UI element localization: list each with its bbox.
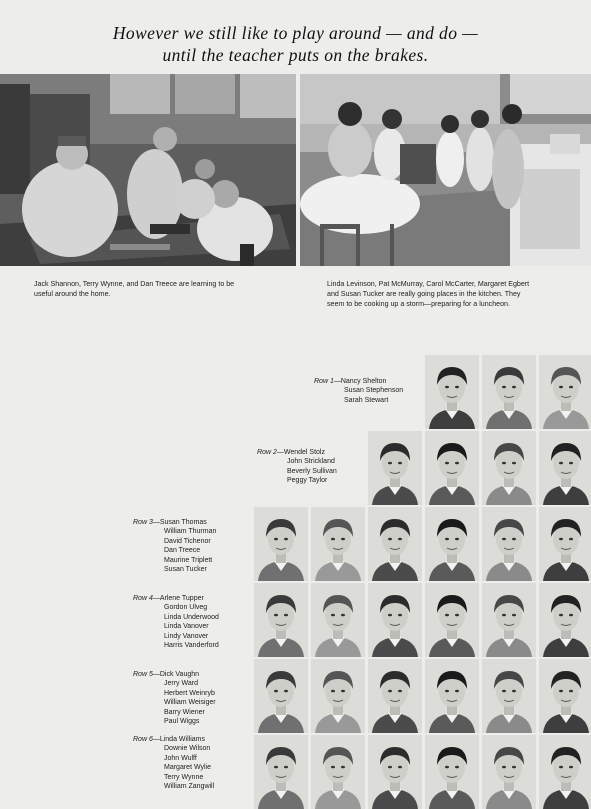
student-portrait	[482, 735, 536, 809]
student-portrait	[425, 507, 479, 581]
name: William Thurman	[164, 528, 217, 536]
student-portrait	[254, 507, 308, 581]
row-1-names	[314, 377, 403, 405]
student-portrait	[425, 583, 479, 657]
kitchen-photo	[300, 74, 591, 266]
kitchen-photo-caption	[327, 279, 567, 309]
student-portrait	[254, 735, 308, 809]
student-portrait	[482, 507, 536, 581]
name: Sarah Stewart	[344, 396, 389, 404]
name: Peggy Taylor	[287, 477, 328, 485]
name: Gordon Ulveg	[164, 604, 208, 612]
name: Nancy Shelton	[340, 378, 387, 385]
heading-line-1: However we still like to play around — and do —	[112, 23, 479, 43]
name: John Strickland	[287, 458, 335, 466]
woodshop-photo	[0, 74, 296, 266]
name: Linda Vanover	[164, 623, 209, 631]
name: Susan Stephenson	[344, 387, 404, 395]
student-portrait	[368, 507, 422, 581]
student-portrait	[425, 735, 479, 809]
student-portrait	[425, 659, 479, 733]
name: Arlene Tupper	[159, 595, 204, 602]
caption-right-line-2: and Susan Tucker are really going places in the kitchen. They	[327, 290, 521, 298]
name: Susan Tucker	[164, 566, 207, 574]
student-portrait	[311, 659, 365, 733]
name: Lindy Vanover	[164, 632, 209, 640]
student-portrait	[539, 431, 591, 505]
student-portrait	[311, 507, 365, 581]
page-heading	[0, 22, 591, 66]
student-portrait	[425, 355, 479, 429]
row-6-names	[133, 735, 214, 791]
student-portrait	[425, 431, 479, 505]
caption-left-line-2: useful around the home.	[34, 290, 111, 298]
name: William Zangwill	[164, 783, 215, 791]
name: David Tichenor	[164, 537, 211, 545]
name: Paul Wiggs	[164, 718, 200, 726]
student-portrait	[311, 583, 365, 657]
student-portrait	[368, 431, 422, 505]
student-portrait	[539, 659, 591, 733]
name: Dick Vaughn	[159, 671, 200, 678]
student-portrait	[254, 583, 308, 657]
name: Barry Wiener	[164, 708, 205, 716]
shop-photo-caption	[34, 279, 284, 299]
name: Beverly Sullivan	[287, 467, 337, 475]
student-portrait	[368, 735, 422, 809]
name: Susan Thomas	[159, 519, 207, 526]
row-3-label: Row 3—	[133, 519, 160, 526]
row-4-label: Row 4—	[133, 595, 160, 602]
student-portrait	[482, 659, 536, 733]
name: Linda Williams	[159, 736, 205, 743]
row-2-label: Row 2—	[257, 449, 284, 456]
name: Linda Underwood	[164, 613, 219, 621]
name: Margaret Wylie	[164, 764, 212, 772]
heading-line-2: until the teacher puts on the brakes.	[162, 45, 429, 65]
name: Maurine Triplett	[164, 556, 213, 564]
name: Dan Treece	[164, 547, 201, 555]
row-5-names	[133, 670, 216, 726]
student-portrait	[368, 659, 422, 733]
name: William Weisiger	[164, 699, 216, 707]
name: Wendel Stolz	[283, 449, 325, 456]
student-portrait	[254, 659, 308, 733]
row-4-names	[133, 594, 219, 650]
row-5-label: Row 5—	[133, 671, 160, 678]
caption-right-line-1: Linda Levinson, Pat McMurray, Carol McCarter, Margaret Egbert	[327, 280, 530, 288]
caption-left-line-1: Jack Shannon, Terry Wynne, and Dan Treece are learning to be	[34, 280, 235, 288]
name: Herbert Weinryb	[164, 689, 215, 697]
student-portrait	[539, 583, 591, 657]
name: Harris Vanderford	[164, 642, 219, 650]
name: Terry Wynne	[164, 773, 204, 781]
student-portrait	[539, 507, 591, 581]
row-3-names	[133, 518, 216, 574]
student-portrait	[368, 583, 422, 657]
student-portrait	[482, 583, 536, 657]
student-portrait	[482, 431, 536, 505]
row-1-label: Row 1—	[314, 378, 341, 385]
student-portrait	[482, 355, 536, 429]
student-portrait	[311, 735, 365, 809]
student-portrait	[539, 735, 591, 809]
row-2-names	[257, 448, 337, 486]
name: Jerry Ward	[164, 680, 198, 688]
row-6-label: Row 6—	[133, 736, 160, 743]
name: John Wulff	[164, 754, 197, 762]
caption-right-line-3: seem to be cooking up a storm—preparing for a luncheon.	[327, 300, 510, 308]
name: Downie Wilson	[164, 745, 211, 753]
student-portrait	[539, 355, 591, 429]
